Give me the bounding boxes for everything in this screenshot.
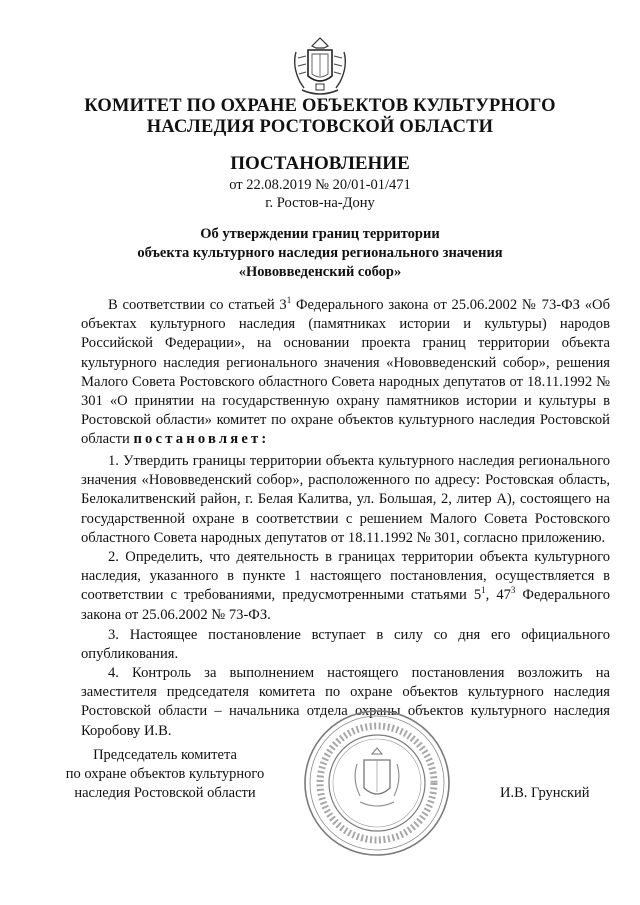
signer-name: И.В. Грунский — [500, 785, 590, 801]
item-2-superscript-2: 3 — [510, 585, 516, 596]
intro-text-a: В соответствии со статьей 3 — [108, 297, 287, 313]
document-type: ПОСТАНОВЛЕНИЕ — [230, 153, 410, 174]
document-date-number: от 22.08.2019 № 20/01-01/471 — [229, 177, 411, 193]
item-2-superscript-1: 1 — [481, 585, 486, 596]
document-subject — [60, 225, 580, 282]
organization-name-line2: НАСЛЕДИЯ РОСТОВСКОЙ ОБЛАСТИ — [146, 117, 494, 137]
signer-position-line2: по охране объектов культурного — [65, 766, 265, 782]
document-city: г. Ростов-на-Дону — [265, 195, 375, 211]
item-2-text-c: Федерального закона от 25.06.2002 № 73-ФЗ. — [81, 587, 611, 623]
signer-position — [40, 746, 290, 803]
intro-text-b: Федерального закона от 25.06.2002 № 73-ФЗ «Об объектах культурного наследия (памятниках истории и культуры) народов Российской Федерации», на основании проекта границ территории объекта культурного наследия регионального значения «Нововведенский собор», решения Малого Совета Ростовского областного Совета народных депутатов от 18.11.1992 № 301 «О принятии на государственную охрану памятников истории и культуры в Ростовской области» комитет по охране объектов культурного наследия Ростовской области — [81, 297, 610, 448]
coat-of-arms-icon — [290, 36, 350, 98]
item-2-text-b: , 47 — [485, 587, 511, 604]
item-2-text-a: 2. Определить, что деятельность в границах территории объекта культурного наследия, указанного в пункте 1 настоящего постановления, осуществляется в соответствии с требованиями, предусмотренными статьями 5 — [81, 549, 610, 604]
item-1: 1. Утвердить границы территории объекта культурного наследия регионального значения «Нововведенский собор», расположенного по адресу: Ростовская область, Белокалитвенский район, г. Белая Калитва, ул. Большая, 2, литер А), состоящего на государственной охране в соответствии с решением Малого Совета Ростовского областного Совета народных депутатов от 18.11.1992 № 301, согласно приложению. — [81, 453, 610, 546]
subject-line1: Об утверждении границ территории — [200, 226, 440, 242]
organization-name — [60, 96, 580, 138]
subject-line3: «Нововведенский собор» — [238, 264, 402, 280]
intro-resolves: постановляет: — [133, 431, 270, 448]
intro-superscript: 1 — [286, 295, 292, 306]
item-4: 4. Контроль за выполнением настоящего постановления возложить на заместителя председателя комитета по охране объектов культурного наследия Ростовской области – начальника отдела охраны объектов культурного наследия Коробову И.В. — [81, 665, 610, 739]
subject-line2: объекта культурного наследия регионального значения — [137, 245, 503, 261]
official-seal-icon — [302, 708, 452, 858]
item-2 — [81, 548, 610, 625]
intro-paragraph — [81, 296, 610, 450]
signer-position-line1: Председатель комитета — [93, 747, 237, 763]
organization-name-line1: КОМИТЕТ ПО ОХРАНЕ ОБЪЕКТОВ КУЛЬТУРНОГО — [84, 96, 556, 116]
item-3: 3. Настоящее постановление вступает в силу со дня его официального опубликования. — [81, 627, 610, 663]
signer-position-line3: наследия Ростовской области — [74, 785, 256, 801]
